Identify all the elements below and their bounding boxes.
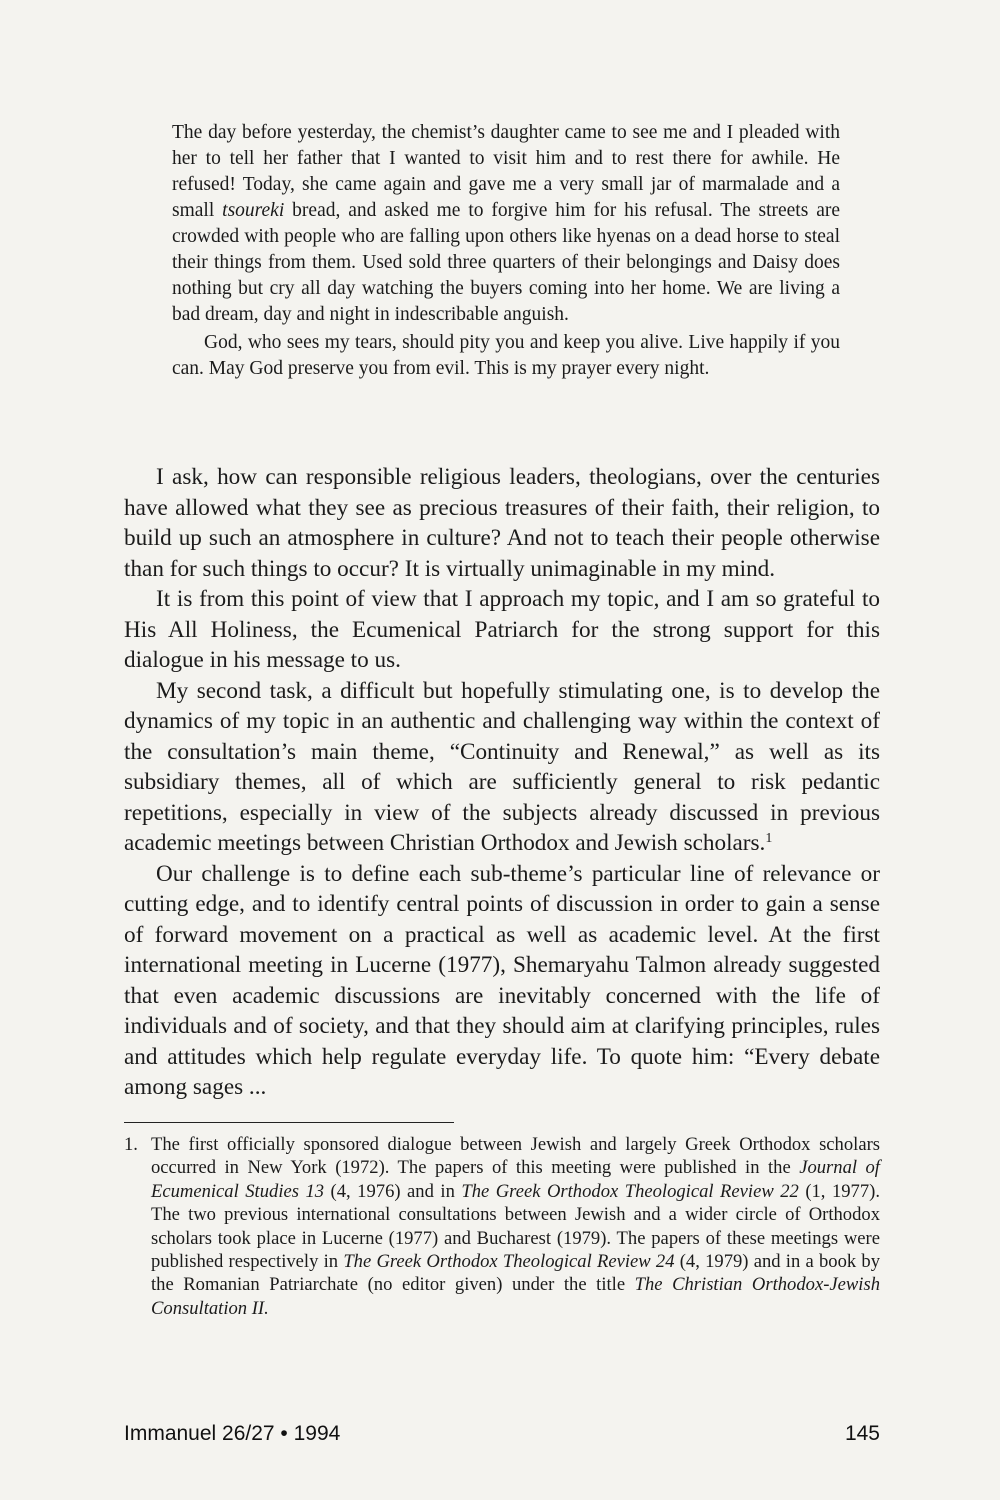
- body-paragraph-3-text: My second task, a difficult but hopefully stimulating one, is to develop the dynamics of my topic in an authentic and challenging way within the context of the consultation’s main theme, “Continuity and Renewal,” as well as its subsidiary themes, all of which are sufficiently general to risk pedantic repetitions, especially in view of the subjects already discussed in previous academic meetings between Christian Orthodox and Jewish scholars.: [124, 677, 880, 856]
- quote-italic-tsoureki: tsoureki: [222, 200, 285, 221]
- footnote-text-1: The first officially sponsored dialogue between Jewish and largely Greek Orthodox scholars occurred in New York (1972). The papers of this meeting were published in the: [151, 1134, 880, 1179]
- quote-text-1b: bread, and asked me to forgive him for his refusal. The streets are crowded with people who are falling upon others like hyenas on a dead horse to steal their things from them. Used sold three quarters of their belongings and Daisy does nothing but cry all day watching the buyers coming into her home. We are living a bad dream, day and night in indescribable anguish.: [172, 200, 840, 325]
- body-paragraph-4: Our challenge is to define each sub-theme’s particular line of relevance or cutting edge, and to identify central points of discussion in order to gain a sense of forward movement on a practical as well as academic level. At the first international meeting in Lucerne (1977), Shemaryahu Talmon already suggested that even academic discussions are inevitably concerned with the life of individuals and of society, and that they should aim at clarifying principles, rules and attitudes which help regulate everyday life. To quote him: “Every debate among sages ...: [124, 860, 880, 1100]
- footnote-title-journal-ecumenical: Journal of Ecumenical Studies 13: [151, 1157, 880, 1202]
- footnote-text-3: (1, 1977). The two previous international consultations between Jewish and a wider circle of Orthodox scholars took place in Lucerne (1977) and Bucharest (1979). The papers of these meetings were published respectively in: [151, 1180, 880, 1273]
- body-paragraph-3: [124, 676, 880, 859]
- footnote-title-consultation: The Christian Orthodox-Jewish Consultation II.: [151, 1274, 880, 1319]
- footnote-text: [151, 1133, 880, 1320]
- quote-text-1a: The day before yesterday, the chemist’s daughter came to see me and I pleaded with her to tell her father that I wanted to visit him and to rest there for awhile. He refused! Today, she came again and gave me a very small jar of marmalade and a small: [172, 122, 840, 221]
- footnote-text-4: (4, 1979) and in a book by the Romanian Patriarchate (no editor given) under the title: [151, 1251, 881, 1296]
- body-paragraph-2: It is from this point of view that I approach my topic, and I am so grateful to His All Holiness, the Ecumenical Patriarch for the strong support for this dialogue in his message to us.: [124, 586, 880, 673]
- body-text: [124, 462, 880, 1103]
- footnote-number: 1.: [124, 1134, 138, 1155]
- page-footer: [124, 1422, 880, 1452]
- block-quote: [172, 120, 840, 382]
- footnote-title-gotr-22: The Greek Orthodox Theological Review 22: [461, 1180, 799, 1202]
- footnote-divider: [124, 1122, 454, 1123]
- journal-citation: Immanuel 26/27 • 1994: [124, 1422, 341, 1445]
- quote-paragraph-1: [172, 120, 840, 328]
- page-number: 145: [844, 1422, 880, 1445]
- body-paragraph-1: I ask, how can responsible religious leaders, theologians, over the centuries have allowed what they see as precious treasures of their faith, their religion, to build up such an atmosphere in culture? And not to teach their people otherwise than for such things to occur? It is virtually unimaginable in my mind.: [124, 464, 880, 582]
- footnote-reference-1[interactable]: 1: [765, 831, 773, 846]
- footnote-text-2: (4, 1976) and in: [324, 1180, 462, 1202]
- footnote-1: [124, 1133, 880, 1320]
- footnote-title-gotr-24: The Greek Orthodox Theological Review 24: [343, 1251, 675, 1273]
- quote-paragraph-2: God, who sees my tears, should pity you and keep you alive. Live happily if you can. May God preserve you from evil. This is my prayer every night.: [172, 332, 840, 379]
